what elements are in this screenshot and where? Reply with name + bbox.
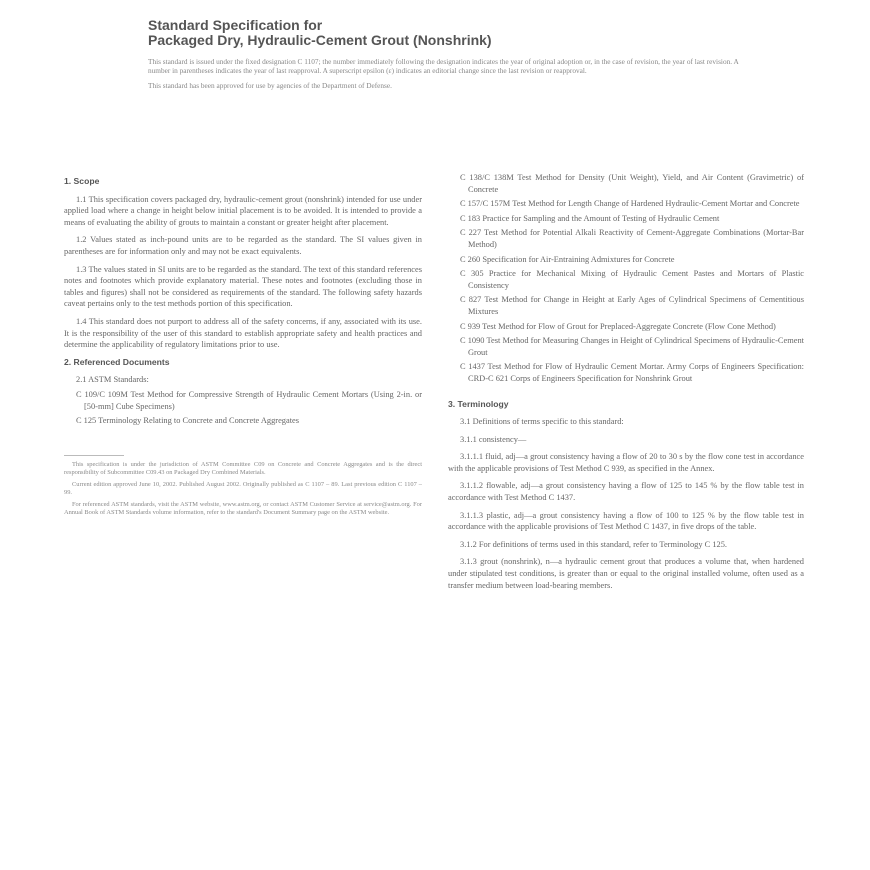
reference-item: C 305 Practice for Mechanical Mixing of Hydraulic Cement Pastes and Mortars of Plastic Consistency	[460, 269, 804, 290]
reference-item: C 183 Practice for Sampling and the Amount of Testing of Hydraulic Cement	[460, 213, 720, 223]
paragraph-1-3: 1.3 The values stated in SI units are to be regarded as the standard. The text of this standard references notes and footnotes which provide explanatory material. These notes and footnotes (excluding those in tables and figures) shall not be considered as requirements of the standard. The following safety hazards caveat pertains only to the test methods portion of this specification.	[64, 264, 422, 309]
reference-item: C 1437 Test Method for Flow of Hydraulic Cement Mortar. Army Corps of Engineers Specification: CRD-C 621 Corps of Engineers Specification for Nonshrink Grout	[460, 362, 804, 383]
terminology-3-1-1-3: 3.1.1.3 plastic, adj—a grout consistency having a flow of 100 to 125 % by the flow table test in accordance with the applicable provisions of Test Method C 1437, in five drops of the table.	[448, 510, 804, 532]
terminology-3-1: 3.1 Definitions of terms specific to this standard:	[460, 417, 624, 427]
footnote-3: For referenced ASTM standards, visit the ASTM website, www.astm.org, or contact ASTM Customer Service at service@astm.org. For Annual Book of ASTM Standards volume information, refer to the standard's Document Summary page on the ASTM website.	[64, 500, 422, 516]
reference-item: C 827 Test Method for Change in Height at Early Ages of Cylindrical Specimens of Cementitious Mixtures	[460, 295, 804, 316]
section-heading-scope: 1. Scope	[64, 176, 100, 186]
document-header	[148, 18, 748, 90]
designation-note: This standard is issued under the fixed designation C 1107; the number immediately following the designation indicates the year of original adoption or, in the case of revision, the year of last revision. A number in parentheses indicates the year of last reapproval. A superscript epsilon (ε) indicates an editorial change since the last revision or reapproval.	[148, 57, 739, 76]
reference-item: C 260 Specification for Air-Entraining Admixtures for Concrete	[460, 254, 675, 264]
footnote-divider	[64, 455, 124, 456]
reference-item: C 109/C 109M Test Method for Compressive Strength of Hydraulic Cement Mortars (Using 2-in. or [50-mm] Cube Specimens)	[76, 389, 422, 411]
document-title-line-2: Packaged Dry, Hydraulic-Cement Grout (Nonshrink)	[148, 32, 492, 48]
footnote-2: Current edition approved June 10, 2002. Published August 2002. Originally published as C 1107 – 89. Last previous edition C 1107 – 99.	[64, 480, 422, 496]
paragraph-1-1: 1.1 This specification covers packaged dry, hydraulic-cement grout (nonshrink) intended for use under applied load where a change in height below initial placement is to be avoided. It is intended to provide a means of evaluating the ability of grouts to maintain a constant or greater height after placement.	[64, 194, 422, 227]
approval-note: This standard has been approved for use by agencies of the Department of Defense.	[148, 81, 392, 91]
left-column	[64, 172, 422, 521]
section-heading-terminology: 3. Terminology	[448, 398, 509, 409]
reference-item: C 227 Test Method for Potential Alkali Reactivity of Cement-Aggregate Combinations (Mortar-Bar Method)	[460, 228, 804, 249]
paragraph-1-4: 1.4 This standard does not purport to address all of the safety concerns, if any, associated with its use. It is the responsibility of the user of this standard to establish appropriate safety and health practices and determine the applicability of regulatory limitations prior to use.	[64, 316, 422, 350]
footnote-1: This specification is under the jurisdiction of ASTM Committee C09 on Concrete and Concrete Aggregates and is the direct responsibility of Subcommittee C09.43 on Packaged Dry Combined Materials.	[64, 460, 422, 476]
terminology-3-1-1-2: 3.1.1.2 flowable, adj—a grout consistency having a flow of 125 to 145 % by the flow table test in accordance with Test Method C 1437.	[448, 481, 804, 503]
right-column	[448, 172, 804, 597]
reference-item: 2.1 ASTM Standards:	[76, 375, 149, 385]
reference-item: C 125 Terminology Relating to Concrete and Concrete Aggregates	[76, 416, 300, 426]
paragraph-1-2: 1.2 Values stated as inch-pound units are to be regarded as the standard. The SI values given in parentheses are for information only and may not be exact equivalents.	[64, 235, 422, 256]
reference-item: C 939 Test Method for Flow of Grout for Preplaced-Aggregate Concrete (Flow Cone Method)	[460, 321, 776, 331]
document-title-line-1: Standard Specification for	[148, 17, 323, 33]
section-heading-referenced-documents: 2. Referenced Documents	[64, 356, 170, 367]
terminology-3-1-1: 3.1.1 consistency—	[460, 434, 527, 444]
reference-item: C 1090 Test Method for Measuring Changes in Height of Cylindrical Specimens of Hydraulic-Cement Grout	[460, 336, 804, 357]
terminology-3-1-1-1: 3.1.1.1 fluid, adj—a grout consistency having a flow of 20 to 30 s by the flow cone test in accordance with the applicable provisions of Test Method C 939, as specified in the Annex.	[448, 452, 804, 473]
terminology-3-1-3: 3.1.3 grout (nonshrink), n—a hydraulic cement grout that produces a volume that, when hardened under stipulated test conditions, is greater than or equal to the original installed volume, often used as a transfer medium between load-bearing members.	[448, 557, 804, 590]
terminology-3-1-2: 3.1.2 For definitions of terms used in this standard, refer to Terminology C 125.	[460, 539, 727, 549]
reference-item: C 138/C 138M Test Method for Density (Unit Weight), Yield, and Air Content (Gravimetric) of Concrete	[460, 173, 804, 194]
reference-item: C 157/C 157M Test Method for Length Change of Hardened Hydraulic-Cement Mortar and Concrete	[460, 199, 800, 209]
